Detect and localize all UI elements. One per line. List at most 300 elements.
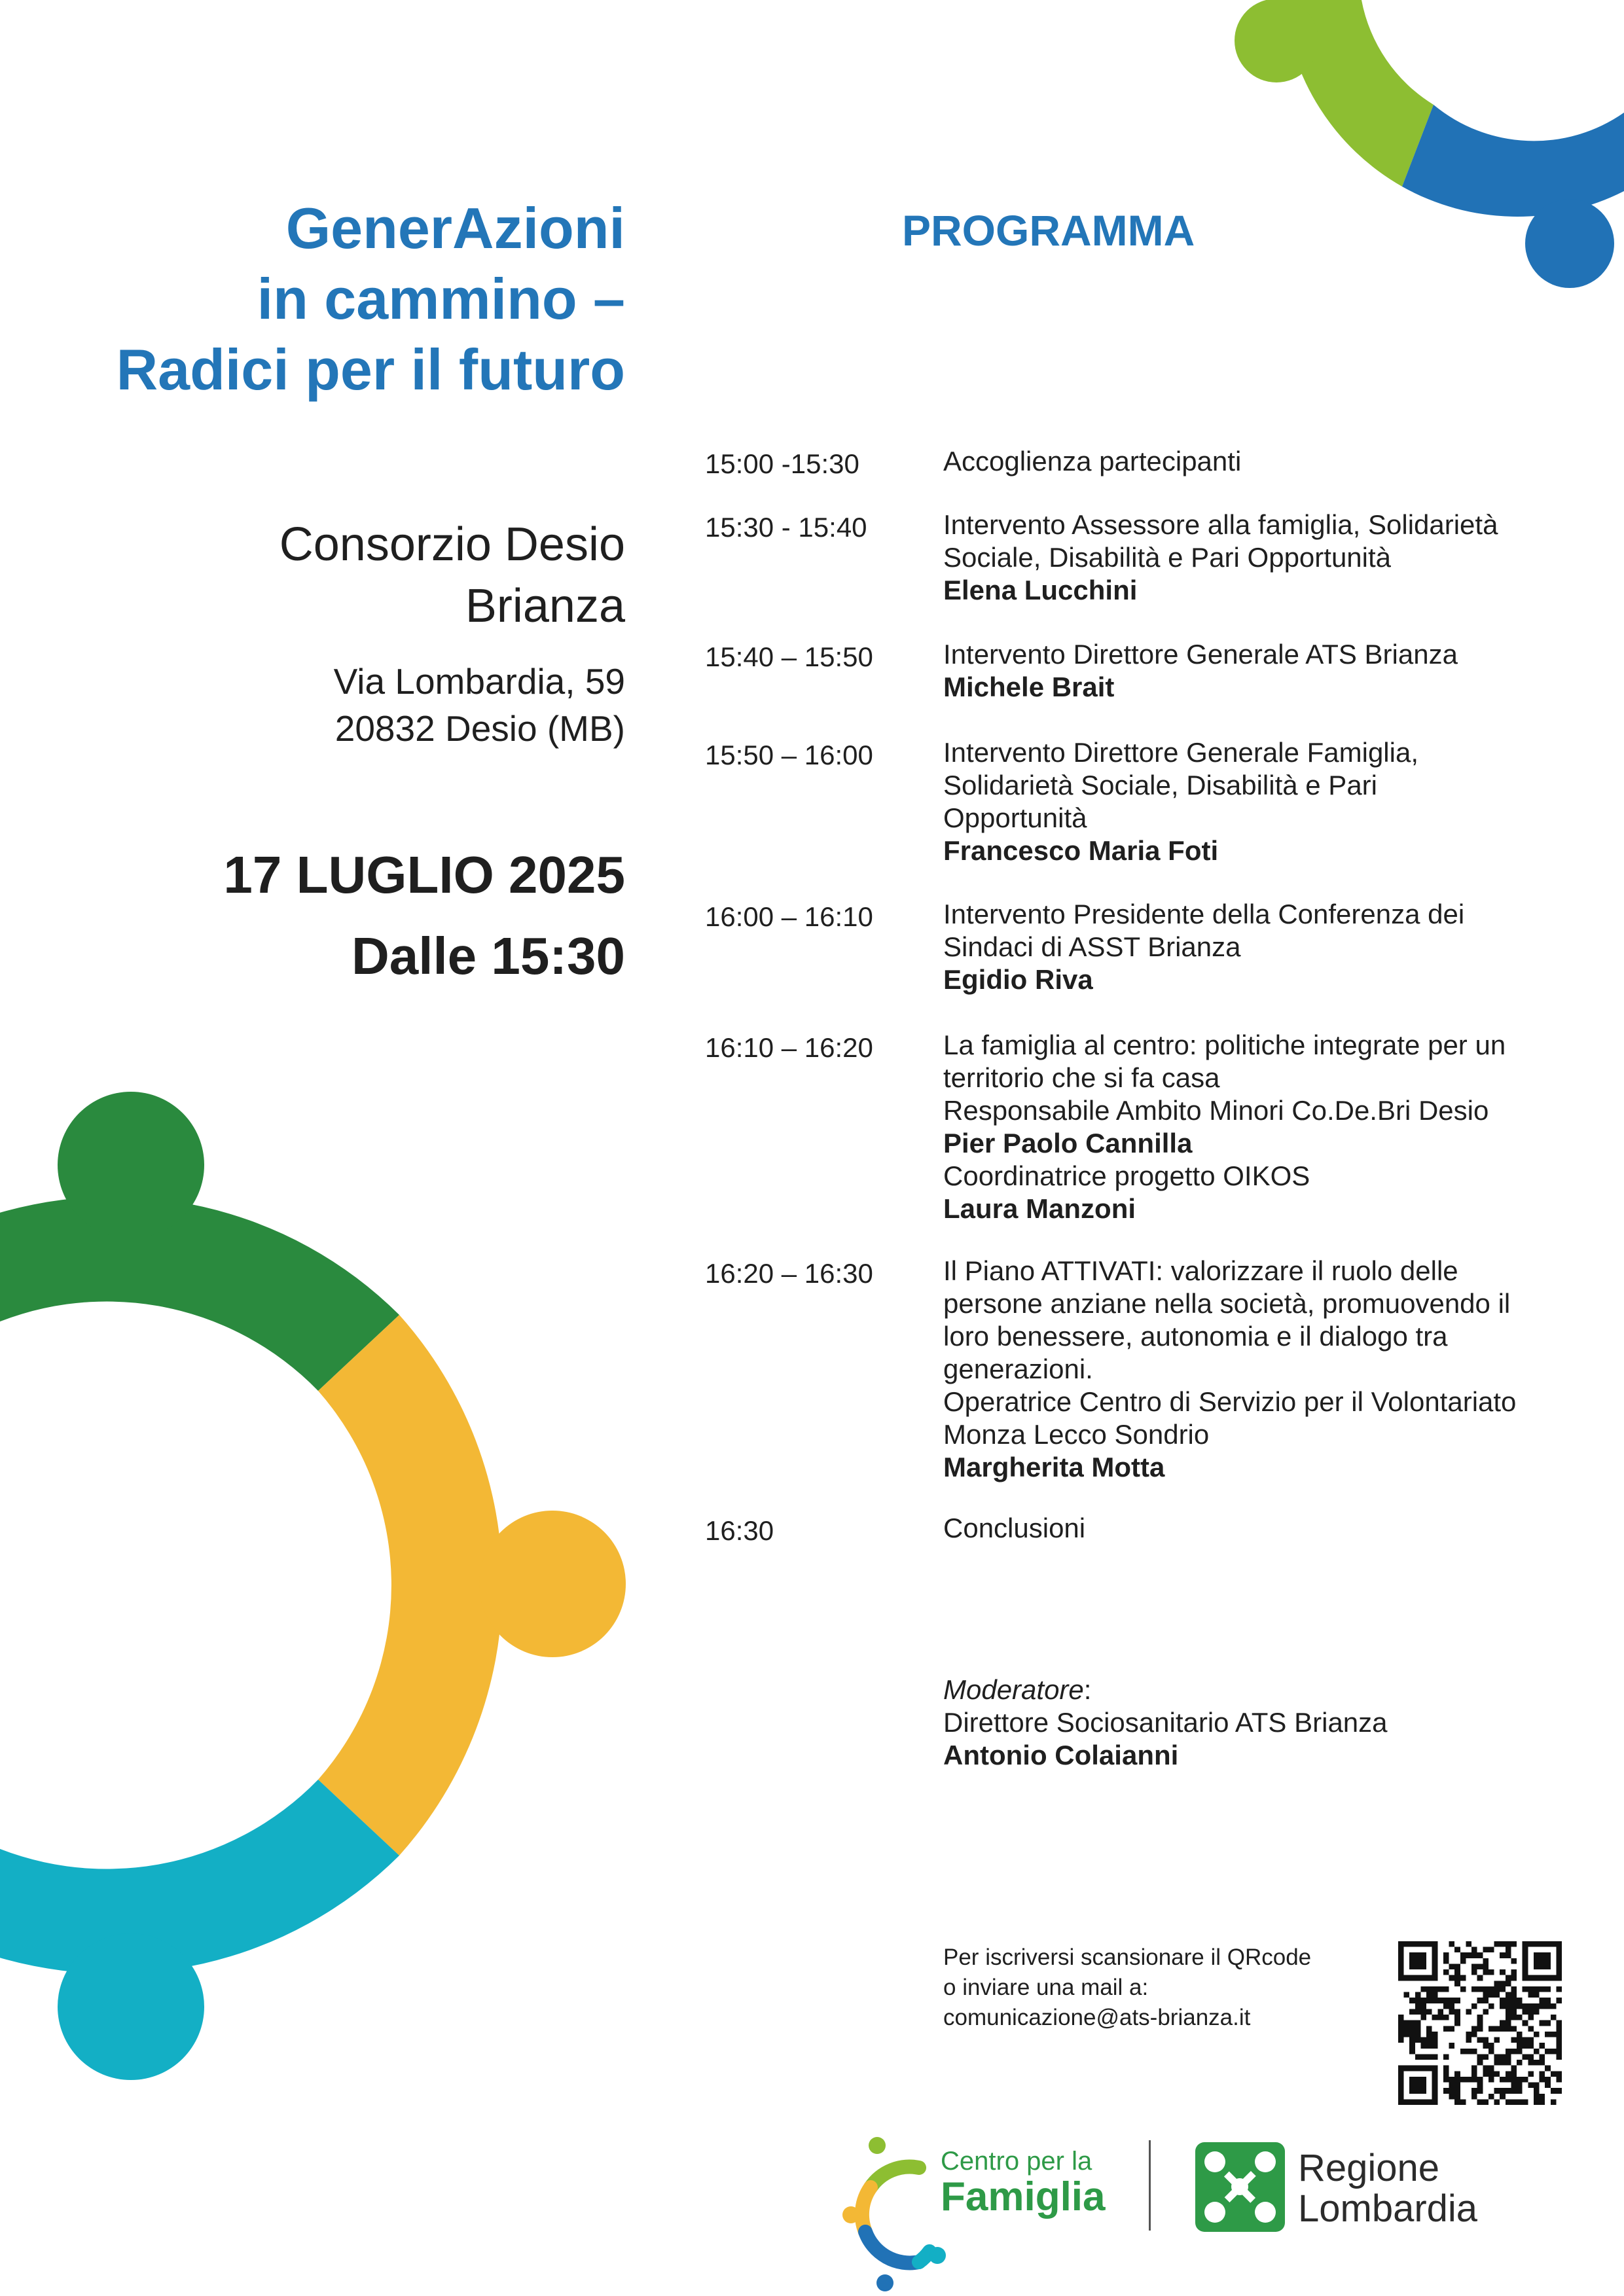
qr-module xyxy=(1523,1952,1528,1958)
qr-module xyxy=(1534,2083,1540,2089)
qr-module xyxy=(1426,2009,1432,2015)
qr-module xyxy=(1449,2077,1455,2083)
qr-module xyxy=(1415,1958,1421,1964)
qr-module xyxy=(1483,2043,1489,2049)
programme-time: 15:50 – 16:00 xyxy=(705,740,873,770)
qr-module xyxy=(1420,1941,1426,1947)
qr-module xyxy=(1556,1947,1562,1953)
qr-module xyxy=(1545,2077,1551,2083)
qr-module xyxy=(1534,1975,1540,1981)
qr-module xyxy=(1517,2032,1523,2037)
qr-module xyxy=(1534,1941,1540,1947)
qr-module xyxy=(1466,2009,1471,2015)
qr-module xyxy=(1477,2077,1483,2083)
qr-module xyxy=(1483,1998,1489,2003)
qr-module xyxy=(1471,2026,1477,2032)
qr-module xyxy=(1409,1952,1415,1958)
qr-module xyxy=(1534,2003,1540,2009)
qr-module xyxy=(1506,1975,1511,1981)
qr-module xyxy=(1540,2071,1545,2077)
speaker-name: Francesco Maria Foti xyxy=(943,835,1219,866)
qr-module xyxy=(1420,2009,1426,2015)
qr-module xyxy=(1398,2020,1404,2026)
qr-module xyxy=(1517,2077,1523,2083)
qr-module xyxy=(1483,2037,1489,2043)
qr-module xyxy=(1449,2003,1455,2009)
qr-module xyxy=(1404,1975,1410,1981)
qr-module xyxy=(1426,1986,1432,1992)
qr-module xyxy=(1477,2083,1483,2089)
qr-module xyxy=(1483,1947,1489,1953)
qr-module xyxy=(1415,2083,1421,2089)
qr-module xyxy=(1506,2099,1511,2105)
qr-module xyxy=(1420,2003,1426,2009)
qr-module xyxy=(1483,2099,1489,2105)
qr-module xyxy=(1449,2088,1455,2094)
programme-text-line: persone anziane nella società, promuovendo il xyxy=(943,1288,1511,1319)
qr-module xyxy=(1432,1964,1438,1969)
qr-module xyxy=(1460,2099,1466,2105)
qr-module xyxy=(1426,2037,1432,2043)
qr-module xyxy=(1471,1947,1477,1953)
qr-module xyxy=(1466,2032,1471,2037)
qr-module xyxy=(1449,2083,1455,2089)
qr-module xyxy=(1545,1975,1551,1981)
moderator-label: Moderatore xyxy=(943,1674,1084,1705)
qr-module xyxy=(1449,1975,1455,1981)
qr-module xyxy=(1523,1969,1528,1975)
qr-module xyxy=(1494,2037,1500,2043)
qr-module xyxy=(1420,1998,1426,2003)
qr-module xyxy=(1494,1941,1500,1947)
qr-module xyxy=(1415,2088,1421,2094)
qr-module xyxy=(1506,2088,1511,2094)
qr-module xyxy=(1443,1958,1449,1964)
qr-module xyxy=(1466,2037,1471,2043)
qr-module xyxy=(1471,1969,1477,1975)
qr-module xyxy=(1511,1941,1517,1947)
qr-module xyxy=(1449,1964,1455,1969)
registration-email-link[interactable]: comunicazione@ats-brianza.it xyxy=(943,2005,1251,2030)
qr-module xyxy=(1409,2020,1415,2026)
qr-module xyxy=(1500,2026,1506,2032)
qr-module xyxy=(1454,1975,1460,1981)
programme-text-line: Sociale, Disabilità e Pari Opportunità xyxy=(943,542,1392,573)
qr-module xyxy=(1511,1958,1517,1964)
qr-module xyxy=(1454,2015,1460,2020)
programme-item xyxy=(943,898,1604,996)
qr-module xyxy=(1483,2066,1489,2072)
qr-module xyxy=(1443,2077,1449,2083)
qr-module xyxy=(1551,2071,1557,2077)
centro-famiglia-line-1: Centro per la xyxy=(941,2147,1092,2176)
qr-module xyxy=(1517,2049,1523,2054)
qr-module xyxy=(1489,2049,1494,2054)
qr-code[interactable] xyxy=(1398,1941,1562,2105)
qr-module xyxy=(1534,2094,1540,2100)
qr-module xyxy=(1420,2054,1426,2060)
qr-module xyxy=(1432,2032,1438,2037)
qr-module xyxy=(1534,1986,1540,1992)
qr-module xyxy=(1404,2099,1410,2105)
qr-module xyxy=(1415,1975,1421,1981)
qr-module xyxy=(1432,2054,1438,2060)
qr-module xyxy=(1489,1986,1494,1992)
qr-module xyxy=(1494,2099,1500,2105)
programme-time: 16:30 xyxy=(705,1515,774,1546)
qr-module xyxy=(1477,1986,1483,1992)
qr-module xyxy=(1523,2009,1528,2015)
qr-module xyxy=(1443,2088,1449,2094)
qr-module xyxy=(1511,1986,1517,1992)
qr-module xyxy=(1494,1981,1500,1986)
regione-lombardia-logo xyxy=(1298,2148,1477,2229)
event-datetime xyxy=(39,834,625,997)
venue-address xyxy=(39,658,625,752)
qr-module xyxy=(1460,1975,1466,1981)
qr-module xyxy=(1534,1964,1540,1969)
qr-module xyxy=(1477,2060,1483,2066)
qr-module xyxy=(1454,2088,1460,2094)
qr-module xyxy=(1545,1941,1551,1947)
moderator-block xyxy=(943,1674,1604,1772)
qr-module xyxy=(1534,1992,1540,1998)
qr-module xyxy=(1523,2003,1528,2009)
qr-module xyxy=(1556,2071,1562,2077)
qr-module xyxy=(1432,1958,1438,1964)
qr-module xyxy=(1523,2020,1528,2026)
qr-module xyxy=(1454,2094,1460,2100)
qr-module xyxy=(1404,2026,1410,2032)
event-time: Dalle 15:30 xyxy=(351,927,625,985)
qr-module xyxy=(1449,2026,1455,2032)
qr-module xyxy=(1517,1998,1523,2003)
qr-module xyxy=(1409,2043,1415,2049)
qr-module xyxy=(1540,2060,1545,2066)
qr-module xyxy=(1398,1952,1404,1958)
qr-module xyxy=(1489,2043,1494,2049)
qr-module xyxy=(1545,1986,1551,1992)
qr-module xyxy=(1540,1986,1545,1992)
qr-module xyxy=(1551,2003,1557,2009)
qr-module xyxy=(1409,2083,1415,2089)
qr-module xyxy=(1506,2020,1511,2026)
qr-module xyxy=(1432,2037,1438,2043)
qr-module xyxy=(1506,1998,1511,2003)
qr-module xyxy=(1556,2054,1562,2060)
programme-item xyxy=(943,1255,1604,1484)
qr-module xyxy=(1556,2043,1562,2049)
qr-module xyxy=(1483,1969,1489,1975)
centro-famiglia-logo xyxy=(941,2148,1106,2217)
qr-module xyxy=(1523,2037,1528,2043)
qr-module xyxy=(1489,1992,1494,1998)
qr-module xyxy=(1483,2071,1489,2077)
qr-module xyxy=(1506,2003,1511,2009)
qr-module xyxy=(1528,1941,1534,1947)
qr-module xyxy=(1500,2077,1506,2083)
programme-text-line: Responsabile Ambito Minori Co.De.Bri Desio xyxy=(943,1095,1489,1126)
qr-module xyxy=(1415,2099,1421,2105)
speaker-name: Egidio Riva xyxy=(943,964,1093,995)
qr-module xyxy=(1432,1975,1438,1981)
programme-text-line: Intervento Direttore Generale Famiglia, xyxy=(943,737,1418,768)
qr-module xyxy=(1500,1998,1506,2003)
qr-module xyxy=(1398,2094,1404,2100)
qr-module xyxy=(1426,1941,1432,1947)
qr-module xyxy=(1540,2003,1545,2009)
qr-module xyxy=(1511,2037,1517,2043)
qr-module xyxy=(1471,1964,1477,1969)
qr-module xyxy=(1517,2083,1523,2089)
qr-module xyxy=(1437,2009,1443,2015)
programma-heading: PROGRAMMA xyxy=(902,206,1195,255)
qr-module xyxy=(1454,2077,1460,2083)
qr-module xyxy=(1511,2026,1517,2032)
qr-module xyxy=(1398,2032,1404,2037)
qr-module xyxy=(1409,2099,1415,2105)
qr-module xyxy=(1449,2043,1455,2049)
qr-module xyxy=(1494,1992,1500,1998)
qr-module xyxy=(1426,2032,1432,2037)
qr-module xyxy=(1477,1975,1483,1981)
qr-module xyxy=(1511,2066,1517,2072)
qr-module xyxy=(1534,2099,1540,2105)
qr-module xyxy=(1517,2088,1523,2094)
qr-module xyxy=(1432,2015,1438,2020)
qr-module xyxy=(1460,1952,1466,1958)
regione-line-2: Lombardia xyxy=(1298,2187,1478,2230)
qr-module xyxy=(1517,2043,1523,2049)
qr-module xyxy=(1415,2026,1421,2032)
qr-module xyxy=(1426,2026,1432,2032)
qr-module xyxy=(1551,2015,1557,2020)
qr-module xyxy=(1409,2088,1415,2094)
qr-module xyxy=(1540,1964,1545,1969)
qr-module xyxy=(1477,2054,1483,2060)
qr-module xyxy=(1545,1952,1551,1958)
qr-module xyxy=(1432,1969,1438,1975)
qr-module xyxy=(1477,2088,1483,2094)
qr-module xyxy=(1454,1981,1460,1986)
qr-module xyxy=(1437,1998,1443,2003)
qr-module xyxy=(1432,2099,1438,2105)
qr-module xyxy=(1454,2071,1460,2077)
qr-module xyxy=(1426,1975,1432,1981)
qr-module xyxy=(1466,2049,1471,2054)
qr-module xyxy=(1449,2094,1455,2100)
programme-text-line: Intervento Assessore alla famiglia, Solidarietà xyxy=(943,509,1498,540)
qr-module xyxy=(1534,1958,1540,1964)
qr-module xyxy=(1432,2071,1438,2077)
qr-module xyxy=(1540,2077,1545,2083)
qr-module xyxy=(1443,2026,1449,2032)
programme-text-line: Accoglienza partecipanti xyxy=(943,446,1242,476)
qr-module xyxy=(1426,2099,1432,2105)
programme-item xyxy=(943,509,1604,607)
qr-module xyxy=(1432,2043,1438,2049)
qr-module xyxy=(1409,2037,1415,2043)
programme-text-line: Operatrice Centro di Servizio per il Volontariato xyxy=(943,1386,1517,1417)
qr-module xyxy=(1500,2060,1506,2066)
qr-module xyxy=(1477,2020,1483,2026)
qr-module xyxy=(1534,2049,1540,2054)
event-title xyxy=(39,193,625,405)
qr-module xyxy=(1556,1975,1562,1981)
qr-module xyxy=(1528,2071,1534,2077)
qr-module xyxy=(1443,1952,1449,1958)
qr-module xyxy=(1556,2088,1562,2094)
qr-module xyxy=(1556,2049,1562,2054)
qr-module xyxy=(1398,2099,1404,2105)
qr-module xyxy=(1454,1969,1460,1975)
qr-module xyxy=(1454,1964,1460,1969)
speaker-name: Michele Brait xyxy=(943,672,1115,702)
qr-module xyxy=(1517,2003,1523,2009)
qr-module xyxy=(1415,1952,1421,1958)
logo-divider xyxy=(1149,2140,1151,2231)
qr-module xyxy=(1443,2066,1449,2072)
qr-module xyxy=(1477,1964,1483,1969)
qr-module xyxy=(1500,1941,1506,1947)
qr-module xyxy=(1443,1969,1449,1975)
qr-module xyxy=(1398,2088,1404,2094)
qr-module xyxy=(1528,2037,1534,2043)
qr-module xyxy=(1500,2003,1506,2009)
qr-module xyxy=(1471,2088,1477,2094)
event-date: 17 LUGLIO 2025 xyxy=(223,846,625,904)
qr-module xyxy=(1466,1952,1471,1958)
qr-module xyxy=(1420,1986,1426,1992)
qr-module xyxy=(1420,2088,1426,2094)
qr-module xyxy=(1415,1964,1421,1969)
qr-module xyxy=(1471,2071,1477,2077)
qr-module xyxy=(1409,2026,1415,2032)
qr-module xyxy=(1443,2003,1449,2009)
qr-module xyxy=(1556,2026,1562,2032)
programme-text-line: generazioni. xyxy=(943,1354,1093,1384)
qr-module xyxy=(1409,2009,1415,2015)
qr-module xyxy=(1460,2049,1466,2054)
qr-module xyxy=(1471,1986,1477,1992)
moderator-role: Direttore Sociosanitario ATS Brianza xyxy=(943,1707,1388,1738)
qr-module xyxy=(1443,2071,1449,2077)
qr-module xyxy=(1489,2077,1494,2083)
qr-module xyxy=(1454,2009,1460,2015)
qr-module xyxy=(1477,2026,1483,2032)
qr-module xyxy=(1528,1992,1534,1998)
title-line-2: in cammino – xyxy=(257,266,625,331)
qr-module xyxy=(1398,1958,1404,1964)
qr-module xyxy=(1489,2094,1494,2100)
qr-module xyxy=(1471,2066,1477,2072)
qr-module xyxy=(1420,2077,1426,2083)
qr-module xyxy=(1426,1998,1432,2003)
programme-text-line: territorio che si fa casa xyxy=(943,1062,1220,1093)
qr-module xyxy=(1500,2020,1506,2026)
qr-module xyxy=(1398,2071,1404,2077)
qr-module xyxy=(1489,2003,1494,2009)
qr-module xyxy=(1409,2032,1415,2037)
qr-module xyxy=(1471,2049,1477,2054)
qr-module xyxy=(1443,2015,1449,2020)
moderator-label-suffix: : xyxy=(1083,1674,1092,1705)
qr-module xyxy=(1483,2054,1489,2060)
qr-module xyxy=(1415,1941,1421,1947)
qr-module xyxy=(1556,1986,1562,1992)
qr-module xyxy=(1523,2054,1528,2060)
qr-module xyxy=(1545,2003,1551,2009)
qr-module xyxy=(1523,2099,1528,2105)
qr-module xyxy=(1528,2043,1534,2049)
qr-module xyxy=(1506,2026,1511,2032)
qr-module xyxy=(1432,2083,1438,2089)
qr-module xyxy=(1432,2094,1438,2100)
programme-time: 15:00 -15:30 xyxy=(705,448,859,479)
qr-module xyxy=(1489,1969,1494,1975)
qr-module xyxy=(1420,1964,1426,1969)
programme-item xyxy=(943,736,1604,867)
qr-module xyxy=(1545,2083,1551,2089)
qr-module xyxy=(1523,1964,1528,1969)
qr-module xyxy=(1494,2026,1500,2032)
qr-module xyxy=(1404,1992,1410,1998)
qr-module xyxy=(1409,1964,1415,1969)
qr-module xyxy=(1494,2088,1500,2094)
qr-module xyxy=(1540,2043,1545,2049)
programme-item xyxy=(943,1512,1604,1545)
regione-lombardia-logo-mark xyxy=(1195,2142,1285,2232)
qr-module xyxy=(1404,2066,1410,2072)
qr-module xyxy=(1483,1986,1489,1992)
qr-module xyxy=(1523,1975,1528,1981)
qr-module xyxy=(1545,2020,1551,2026)
qr-module xyxy=(1420,1958,1426,1964)
qr-module xyxy=(1398,2077,1404,2083)
qr-module xyxy=(1415,2020,1421,2026)
registration-line-1: Per iscriversi scansionare il QRcode xyxy=(943,1945,1312,1970)
programme-text-line: Coordinatrice progetto OIKOS xyxy=(943,1160,1310,1191)
qr-module xyxy=(1449,2009,1455,2015)
qr-module xyxy=(1528,2060,1534,2066)
programme-text-line: Il Piano ATTIVATI: valorizzare il ruolo delle xyxy=(943,1255,1458,1286)
qr-module xyxy=(1415,1992,1421,1998)
qr-module xyxy=(1409,1941,1415,1947)
programme-time: 16:20 – 16:30 xyxy=(705,1258,873,1289)
centro-famiglia-logo-mark xyxy=(842,2137,946,2291)
qr-module xyxy=(1545,1964,1551,1969)
qr-module xyxy=(1551,2049,1557,2054)
programme-text-line: Intervento Direttore Generale ATS Brianza xyxy=(943,639,1458,670)
qr-module xyxy=(1506,1981,1511,1986)
programme-item xyxy=(943,1029,1604,1225)
qr-module xyxy=(1409,1958,1415,1964)
qr-module xyxy=(1409,2077,1415,2083)
qr-module xyxy=(1460,2077,1466,2083)
qr-module xyxy=(1460,1986,1466,1992)
qr-module xyxy=(1477,2015,1483,2020)
qr-module xyxy=(1432,1998,1438,2003)
programme-item xyxy=(943,638,1604,704)
qr-module xyxy=(1409,1998,1415,2003)
qr-module xyxy=(1556,1941,1562,1947)
qr-module xyxy=(1517,2037,1523,2043)
qr-module xyxy=(1432,1992,1438,1998)
qr-module xyxy=(1545,2066,1551,2072)
qr-module xyxy=(1454,1998,1460,2003)
qr-module xyxy=(1494,2060,1500,2066)
qr-module xyxy=(1528,2054,1534,2060)
